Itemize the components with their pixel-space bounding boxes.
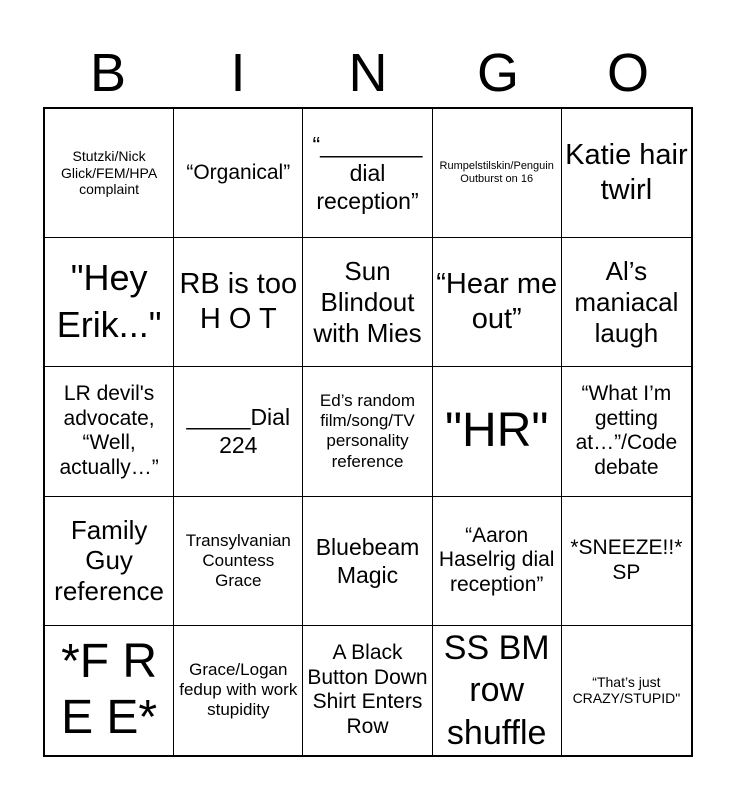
cell-text: *F R E E* (61, 634, 158, 745)
bingo-cell-r3-c1[interactable] (45, 367, 174, 496)
bingo-cell-r3-c4[interactable] (433, 367, 562, 496)
bingo-cell-r3-c5[interactable] (562, 367, 691, 496)
cell-text: Grace/Logan fedup with work stupidity (179, 660, 298, 720)
bingo-cell-r4-c4[interactable] (433, 497, 562, 626)
bingo-cell-r1-c1[interactable] (45, 109, 174, 238)
header-letter-i: I (230, 43, 246, 103)
cell-text: “What I’m getting at…”/Code debate (575, 381, 678, 480)
bingo-cell-r1-c5[interactable] (562, 109, 691, 238)
cell-text: Katie hair twirl (565, 139, 688, 207)
cell-text: "Hey Erik..." (56, 257, 162, 346)
bingo-cell-free[interactable] (45, 626, 174, 755)
bingo-cell-r2-c3[interactable] (303, 238, 432, 367)
bingo-header (43, 40, 693, 106)
cell-text: Ed’s random film/song/TV personality reference (319, 391, 416, 471)
bingo-cell-r2-c5[interactable] (562, 238, 691, 367)
bingo-cell-r2-c2[interactable] (174, 238, 303, 367)
cell-text: Stutzki/Nick Glick/FEM/HPA complaint (60, 148, 158, 198)
cell-text: Bluebeam Magic (315, 533, 420, 588)
header-letter-b: B (89, 43, 127, 103)
header-letter-g: G (476, 43, 519, 103)
cell-text: “Aaron Haselrig dial reception” (438, 523, 555, 597)
header-letter-o: O (606, 43, 649, 103)
bingo-cell-r3-c3[interactable] (303, 367, 432, 496)
cell-text: _____Dial 224 (186, 404, 291, 459)
cell-text: “________ dial reception” (312, 132, 423, 215)
cell-text: Al’s maniacal laugh (574, 256, 679, 348)
bingo-cell-r5-c2[interactable] (174, 626, 303, 755)
bingo-cell-r4-c1[interactable] (45, 497, 174, 626)
cell-text: SS BM row shuffle (443, 628, 550, 752)
header-letter-n: N (348, 43, 388, 103)
bingo-cell-r5-c4[interactable] (433, 626, 562, 755)
cell-text: Family Guy reference (54, 514, 165, 607)
cell-text: A Black Button Down Shirt Enters Row (307, 640, 428, 739)
cell-text: Rumpelstilskin/Penguin Outburst on 16 (439, 160, 554, 186)
cell-text: Transylvanian Countess Grace (185, 530, 291, 590)
bingo-cell-r4-c3[interactable] (303, 497, 432, 626)
cell-text: "HR" (444, 404, 549, 458)
cell-text: “Organical” (186, 160, 291, 184)
cell-text: *SNEEZE!!* SP (570, 535, 683, 584)
bingo-cell-r3-c2[interactable] (174, 367, 303, 496)
cell-text: LR devil's advocate, “Well, actually…” (59, 381, 159, 480)
bingo-cell-r2-c1[interactable] (45, 238, 174, 367)
bingo-card (43, 107, 693, 757)
bingo-cell-r1-c4[interactable] (433, 109, 562, 238)
bingo-cell-r4-c2[interactable] (174, 497, 303, 626)
bingo-cell-r2-c4[interactable] (433, 238, 562, 367)
bingo-cell-r1-c3[interactable] (303, 109, 432, 238)
cell-text: RB is too H O T (179, 268, 298, 336)
cell-text: Sun Blindout with Mies (313, 256, 422, 348)
cell-text: “Hear me out” (436, 268, 558, 336)
cell-text: “That’s just CRAZY/STUPID" (572, 673, 681, 707)
bingo-cell-r5-c5[interactable] (562, 626, 691, 755)
bingo-cell-r5-c3[interactable] (303, 626, 432, 755)
bingo-cell-r4-c5[interactable] (562, 497, 691, 626)
bingo-cell-r1-c2[interactable] (174, 109, 303, 238)
